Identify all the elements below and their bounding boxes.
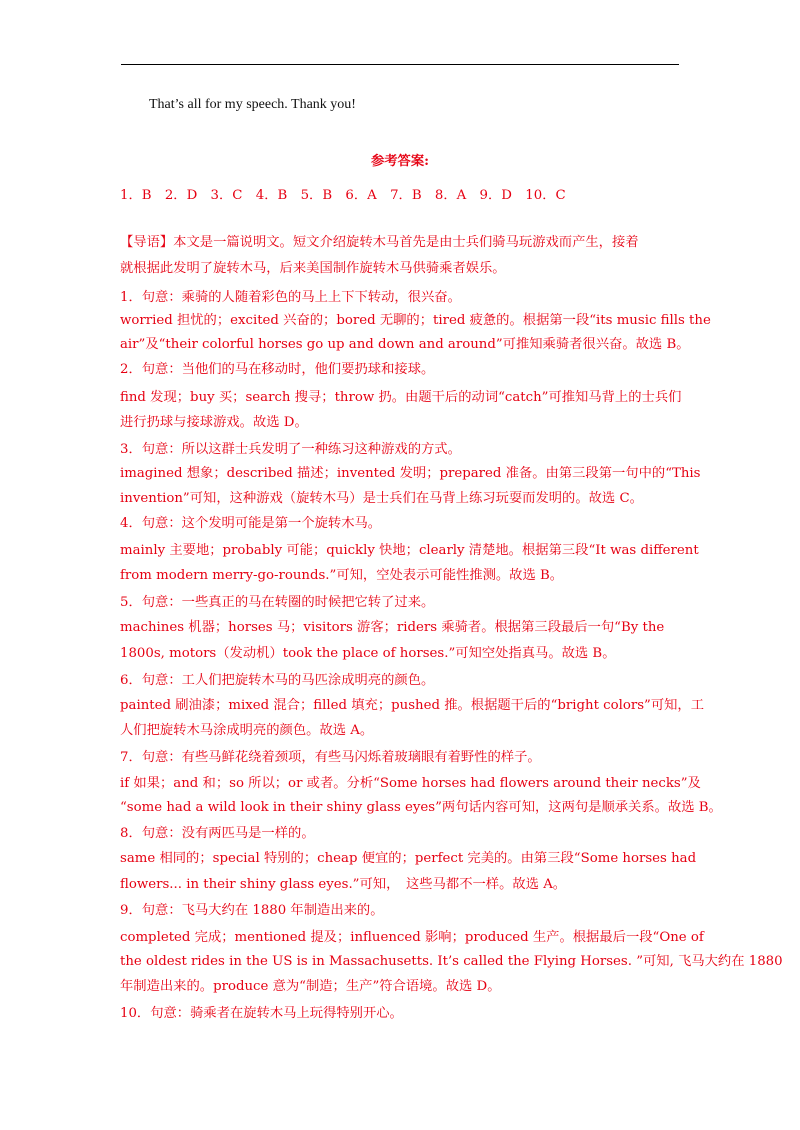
- explanation-line: 8．句意：没有两匹马是一样的。: [120, 826, 315, 841]
- explanation-line: flowers... in their shiny glass eyes.”可知， 这些马都不一样。故选 A。: [120, 877, 567, 892]
- explanation-line: find 发现；buy 买；search 搜寻；throw 扔。由题干后的动词“catch”可推知马背上的士兵们: [120, 390, 682, 405]
- explanation-line: air”及“their colorful horses go up and down and around”可推知乘骑者很兴奋。故选 B。: [120, 337, 690, 352]
- explanation-line: mainly 主要地；probably 可能；quickly 快地；clearly 清楚地。根据第三段“It was different: [120, 543, 699, 558]
- explanation-line: 人们把旋转木马涂成明亮的颜色。故选 A。: [120, 723, 374, 738]
- explanation-line: 【导语】本文是一篇说明文。短文介绍旋转木马首先是由士兵们骑马玩游戏而产生，接着: [120, 235, 639, 250]
- explanation-line: machines 机器；horses 马；visitors 游客；riders 乘骑者。根据第三段最后一句“By the: [120, 620, 665, 635]
- explanation-line: the oldest rides in the US is in Massachusetts. It’s called the Flying Horses. ”可知, 飞马大约在 1880: [120, 954, 783, 969]
- answer-heading: 参考答案:: [370, 154, 430, 169]
- explanation-line: 年制造出来的。produce 意为“制造；生产”符合语境。故选 D。: [120, 979, 501, 994]
- explanation-line: 4．句意：这个发明可能是第一个旋转木马。: [120, 516, 382, 531]
- explanation-line: imagined 想象；described 描述；invented 发明；prepared 准备。由第三段第一句中的“This: [120, 466, 701, 481]
- explanation-line: 10．句意：骑乘者在旋转木马上玩得特别开心。: [120, 1006, 403, 1021]
- explanation-line: 2．句意：当他们的马在移动时，他们要扔球和接球。: [120, 362, 435, 377]
- explanation-line: 1800s, motors（发动机）took the place of horses.”可知空处指真马。故选 B。: [120, 646, 616, 661]
- explanation-line: 7．句意：有些马鲜花绕着颈项，有些马闪烁着玻璃眼有着野性的样子。: [120, 750, 541, 765]
- explanation-line: completed 完成；mentioned 提及；influenced 影响；produced 生产。根据最后一段“One of: [120, 930, 704, 945]
- explanation-line: same 相同的；special 特别的；cheap 便宜的；perfect 完美的。由第三段“Some horses had: [120, 851, 697, 866]
- header-rule: [121, 64, 679, 65]
- explanation-line: 5．句意：一些真正的马在转圈的时候把它转了过来。: [120, 595, 435, 610]
- explanation-line: 6．句意：工人们把旋转木马的马匹涂成明亮的颜色。: [120, 673, 435, 688]
- answer-key: 1．B 2．D 3．C 4．B 5．B 6．A 7．B 8．A 9．D 10．C: [120, 188, 566, 203]
- explanation-line: “some had a wild look in their shiny glass eyes”两句话内容可知，这两句是顺承关系。故选 B。: [120, 800, 722, 815]
- explanation-line: if 如果；and 和；so 所以；or 或者。分析“Some horses had flowers around their necks”及: [120, 776, 701, 791]
- explanation-line: 3．句意：所以这群士兵发明了一种练习这种游戏的方式。: [120, 442, 461, 457]
- explanation-line: 9．句意：飞马大约在 1880 年制造出来的。: [120, 903, 384, 918]
- speech-closing-line: That’s all for my speech. Thank you!: [149, 97, 356, 112]
- explanation-line: from modern merry-go-rounds.”可知，空处表示可能性推测。故选 B。: [120, 568, 564, 583]
- explanation-line: painted 刷油漆；mixed 混合；filled 填充；pushed 推。根据题干后的“bright colors”可知，工: [120, 698, 705, 713]
- explanation-line: 1．句意：乘骑的人随着彩色的马上上下下转动，很兴奋。: [120, 290, 461, 305]
- explanation-line: worried 担忧的；excited 兴奋的；bored 无聊的；tired 疲惫的。根据第一段“its music fills the: [120, 313, 711, 328]
- explanation-line: invention”可知，这种游戏（旋转木马）是士兵们在马背上练习玩耍而发明的。故选 C。: [120, 491, 643, 506]
- explanation-line: 进行扔球与接球游戏。故选 D。: [120, 415, 308, 430]
- explanation-line: 就根据此发明了旋转木马，后来美国制作旋转木马供骑乘者娱乐。: [120, 261, 506, 276]
